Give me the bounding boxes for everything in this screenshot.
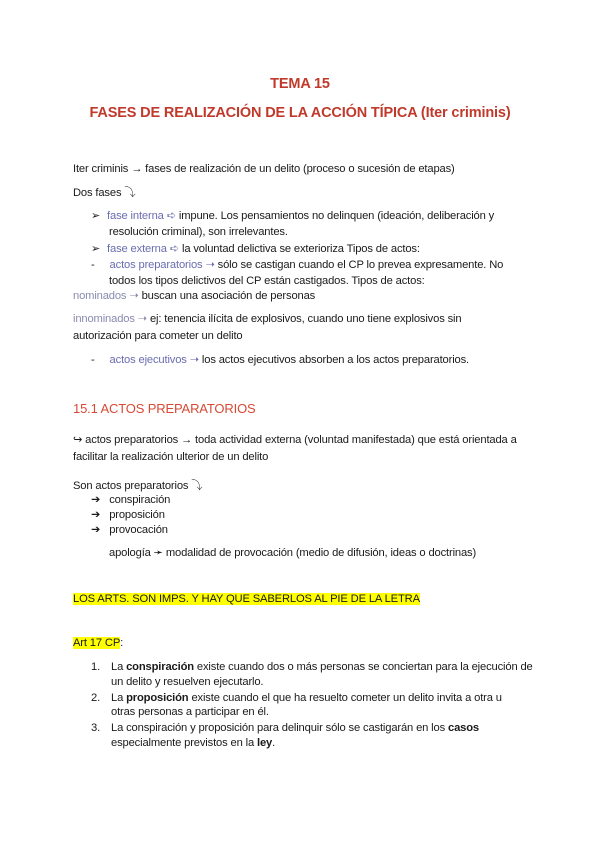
intro-line: Iter criminis → fases de realización de un delito (proceso o sucesión de etapas) bbox=[73, 163, 455, 175]
actos-preparatorios-label: actos preparatorios bbox=[109, 259, 203, 271]
actos-preparatorios bbox=[91, 259, 503, 272]
connector-icon: ➝ bbox=[205, 259, 215, 271]
actos-ejecutivos-label: actos ejecutivos bbox=[109, 354, 187, 366]
list-item-text: proposición bbox=[109, 509, 165, 521]
innominados bbox=[73, 313, 461, 326]
fase-externa bbox=[91, 243, 420, 256]
fase-interna-text: impune. Los pensamientos no delinquen (ideación, deliberación y bbox=[178, 210, 495, 222]
definition-line-cont: facilitar la realización ulterior de un delito bbox=[73, 451, 269, 463]
article-heading-colon: : bbox=[120, 637, 124, 649]
page-subtitle: FASES DE REALIZACIÓN DE LA ACCIÓN TÍPICA (Iter criminis) bbox=[89, 105, 511, 121]
item-bold-term: casos bbox=[448, 722, 479, 734]
definition-line: ↪ actos preparatorios → toda actividad externa (voluntad manifestada) que está orientada a bbox=[73, 434, 517, 446]
innominados-text-cont: autorización para cometer un delito bbox=[73, 330, 243, 342]
list-item bbox=[91, 494, 170, 507]
actos-preparatorios-text-cont: todos los tipos delictivos del CP están castigados. Tipos de actos: bbox=[109, 275, 425, 287]
item-text: especialmente previstos en la bbox=[111, 737, 257, 749]
item-number: 3. bbox=[91, 722, 101, 734]
article-item-1 bbox=[91, 661, 533, 674]
arrow-right-icon: ➔ bbox=[91, 524, 101, 536]
article-item-3-cont bbox=[111, 737, 275, 750]
arrow-bullet-icon: ➢ bbox=[91, 243, 101, 255]
item-text: La bbox=[111, 661, 127, 673]
item-bold-term: conspiración bbox=[126, 661, 194, 673]
connector-icon: ➝ bbox=[189, 354, 199, 366]
nominados bbox=[73, 290, 315, 303]
actos-ejecutivos bbox=[91, 354, 469, 367]
apologia-line: apología ➛ modalidad de provocación (medio de difusión, ideas o doctrinas) bbox=[109, 547, 477, 559]
arrow-right-icon: ➔ bbox=[91, 494, 101, 506]
highlight-note-text: LOS ARTS. SON IMPS. Y HAY QUE SABERLOS AL PIE DE LA LETRA bbox=[73, 593, 420, 605]
fase-externa-text: la voluntad delictiva se exterioriza Tipos de actos: bbox=[182, 243, 420, 255]
innominados-text: ej: tenencia ilícita de explosivos, cuando uno tiene explosivos sin bbox=[149, 313, 462, 325]
item-text: La conspiración y proposición para delinquir sólo se castigarán en los bbox=[111, 722, 448, 734]
fase-interna-text-cont: resolución criminal), son irrelevantes. bbox=[109, 226, 288, 238]
connector-icon: ➪ bbox=[166, 210, 176, 222]
fase-externa-label: fase externa bbox=[107, 243, 167, 255]
item-text: La bbox=[111, 692, 127, 704]
item-bold-term: ley bbox=[257, 737, 273, 749]
article-item-1-cont: un delito y resuelven ejecutarlo. bbox=[111, 676, 264, 688]
article-item-2-cont: otras personas a participar en él. bbox=[111, 706, 269, 718]
fase-interna bbox=[91, 210, 494, 223]
item-text: . bbox=[272, 737, 276, 749]
list-item bbox=[91, 524, 168, 537]
list-item bbox=[91, 509, 165, 522]
page-title: TEMA 15 bbox=[270, 76, 330, 92]
item-bold-term: proposición bbox=[126, 692, 189, 704]
dash-bullet: - bbox=[91, 354, 95, 366]
dash-bullet: - bbox=[91, 259, 95, 271]
article-item-3 bbox=[91, 722, 479, 735]
item-text: existe cuando el que ha resuelto cometer un delito invita a otra u bbox=[188, 692, 502, 704]
connector-icon: ➪ bbox=[169, 243, 180, 255]
nominados-label: nominados bbox=[73, 290, 127, 302]
article-heading-text: Art 17 CP bbox=[73, 637, 121, 649]
connector-icon: ➝ bbox=[137, 313, 147, 325]
section-heading: 15.1 ACTOS PREPARATORIOS bbox=[73, 401, 256, 416]
nominados-text: buscan una asociación de personas bbox=[141, 290, 316, 302]
highlight-note bbox=[73, 593, 420, 606]
fase-interna-label: fase interna bbox=[107, 210, 164, 222]
item-number: 2. bbox=[91, 692, 101, 704]
arrow-right-icon: ➔ bbox=[91, 509, 101, 521]
article-heading bbox=[73, 637, 123, 650]
list-item-text: provocación bbox=[109, 524, 168, 536]
actos-ejecutivos-text: los actos ejecutivos absorben a los actos preparatorios. bbox=[201, 354, 470, 366]
dos-fases: Dos fases ⤵ bbox=[73, 187, 136, 199]
item-number: 1. bbox=[91, 661, 101, 673]
item-text: existe cuando dos o más personas se conciertan para la ejecución de bbox=[193, 661, 533, 673]
article-item-2 bbox=[91, 692, 502, 705]
son-actos: Son actos preparatorios ⤵ bbox=[73, 480, 203, 492]
actos-preparatorios-text: sólo se castigan cuando el CP lo prevea expresamente. No bbox=[217, 259, 504, 271]
connector-icon: ➝ bbox=[129, 290, 139, 302]
innominados-label: innominados bbox=[73, 313, 135, 325]
arrow-bullet-icon: ➢ bbox=[91, 210, 101, 222]
list-item-text: conspiración bbox=[109, 494, 171, 506]
